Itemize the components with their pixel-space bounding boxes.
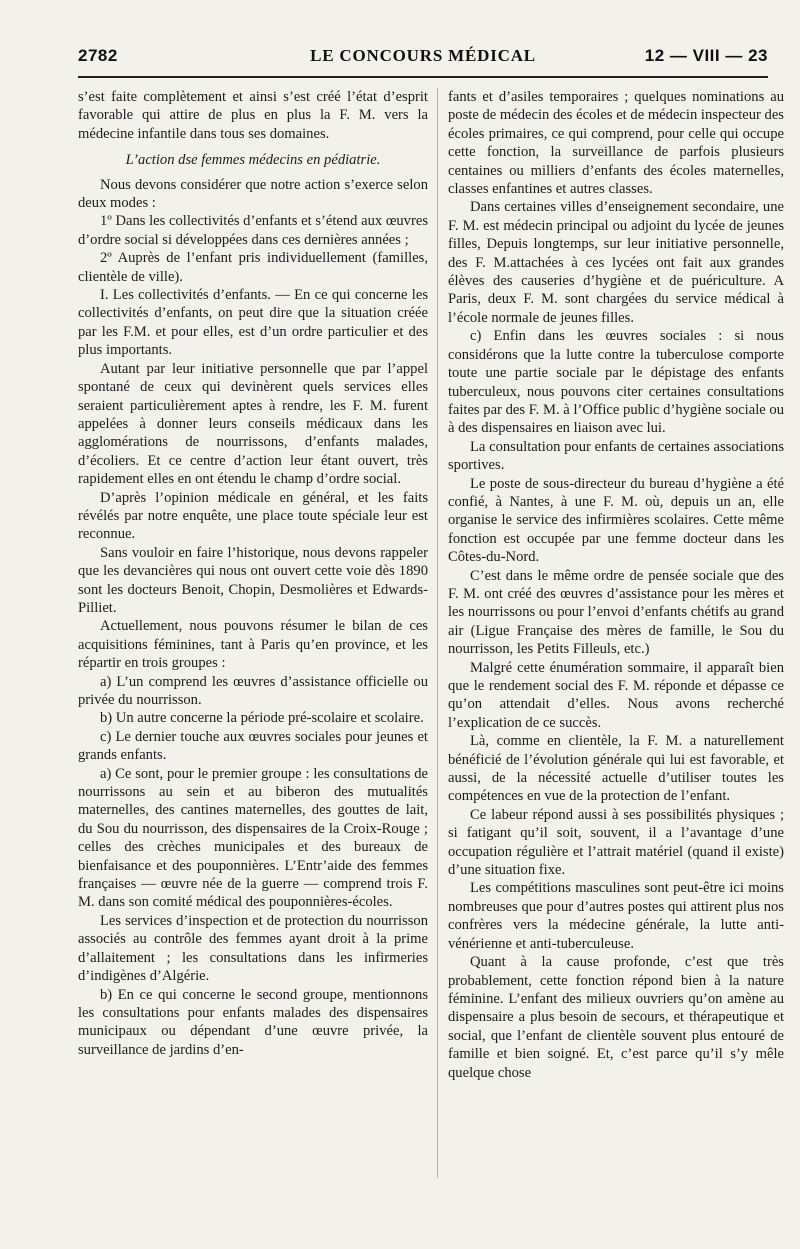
page-number: 2782 <box>78 46 118 65</box>
header-rule <box>78 76 768 78</box>
paragraph: Dans certaines villes d’enseignement secondaire, une F. M. est médecin principal ou adjoint du lycée de jeunes filles, Depuis longtemps, sur leur initiative personnelle, des F. M.attachées à ces lycées ont fait aux grandes élèves des causeries d’hygiène et de puériculture. A Paris, deux F. M. sont chargées du service médical à l’école normale de jeunes filles. <box>448 199 784 326</box>
paragraph: fants et d’asiles temporaires ; quelques nominations au poste de médecin des écoles et de médecin inspecteur des écoles primaires, ce qui comprend, pour celle qui occupe cette fonction, la surveillance de parfois plusieurs centaines ou milliers d’enfants des écoles maternelles, classes enfantines et autres classes. <box>448 89 784 198</box>
paragraph: b) Un autre concerne la période pré-scolaire et scolaire. <box>100 710 424 727</box>
paragraph: C’est dans le même ordre de pensée sociale que des F. M. ont créé des œuvres d’assistance pour les mères et les nourrissons ou pour l’envoi d’enfants chétifs au grand air (Ligue Française des mères de famille, le Sou du nourrisson, les Petits Filleuls, etc.) <box>448 567 784 658</box>
paragraph: Malgré cette énumération sommaire, il apparaît bien que le rendement social des F. M. réponde et dépasse ce qu’on attendait d’elles. Nous avons recherché l’explication de ce succès. <box>448 659 784 731</box>
issue-date: 12 — VIII — 23 <box>644 46 768 65</box>
paragraph: c) Enfin dans les œuvres sociales : si nous considérons que la lutte contre la tuberculose comporte toute une partie sociale par le dépistage des enfants tuberculeux, nous pouvons citer certaines consultations faites par des F. M. à l’Office public d’hygiène sociale ou à des dispensaires en liaison avec lui. <box>448 328 784 437</box>
paragraph: Le poste de sous-directeur du bureau d’hygiène a été confié, à Nantes, à une F. M. où, depuis un an, elle organise le service des infirmières scolaires. Cette même fonction est occupée par une femme docteur dans les Côtes-du-Nord. <box>448 475 784 566</box>
paragraph: b) En ce qui concerne le second groupe, mentionnons les consultations pour enfants malades des dispensaires municipaux ou dépendant d’une œuvre privée, la surveillance de jardins d’en- <box>78 986 428 1058</box>
paragraph: s’est faite complètement et ainsi s’est créé l’état d’esprit favorable qui attire de plus en plus la F. M. vers la médecine infantile dans tous ses domaines. <box>78 89 428 142</box>
section-subheading: L’action dse femmes médecins en pédiatrie. <box>125 152 381 169</box>
paragraph: La consultation pour enfants de certaines associations sportives. <box>448 438 784 474</box>
paragraph: D’après l’opinion médicale en général, et les faits révélés par notre enquête, une place toute spéciale leur est reconnue. <box>78 489 428 543</box>
paragraph: Sans vouloir en faire l’historique, nous devons rappeler que les devancières qui nous ont ouvert cette voie dès 1890 sont les docteurs Benoit, Chopin, Desmolières et Edwards-Pilliet. <box>78 544 428 616</box>
paragraph: Autant par leur initiative personnelle que par l’appel spontané de ceux qui devinèrent quels services elles seraient particulièrement aptes à rendre, les F. M. furent appelées à donner leurs conseils médicaux dans les agglomérations de nourrissons, d’enfants malades, d’écoliers. Et ce centre d’action leur étant ouvert, très rapidement elles en ont étendu le champ d’ordre social. <box>78 360 428 488</box>
paragraph: a) L’un comprend les œuvres d’assistance officielle ou privée du nourrisson. <box>78 673 428 708</box>
paragraph: 1º Dans les collectivités d’enfants et s’étend aux œuvres d’ordre social si développées dans ces dernières années ; <box>78 213 428 248</box>
paragraph: Les compétitions masculines sont peut-être ici moins nombreuses que pour d’autres postes qui attirent plus nos confrères vers la médecine générale, la lutte anti-vénérienne et anti-tuberculeuse. <box>448 880 784 952</box>
right-column <box>448 88 784 1082</box>
column-divider <box>437 88 438 1178</box>
paragraph: Ce labeur répond aussi à ses possibilités physiques ; si fatigant qu’il soit, souvent, il a l’avantage d’une occupation régulière et l’attrait matériel (quand il existe) d’une situation fixe. <box>448 806 784 879</box>
paragraph: Nous devons considérer que notre action s’exerce selon deux modes : <box>78 176 428 212</box>
paragraph: Les services d’inspection et de protection du nourrisson associés au contrôle des femmes ayant droit à la prime d’allaitement ; les consultations dans les infirmeries d’indigènes d’Algérie. <box>78 912 428 985</box>
paragraph: c) Le dernier touche aux œuvres sociales pour jeunes et grands enfants. <box>78 728 428 764</box>
paragraph: Là, comme en clientèle, la F. M. a naturellement bénéficié de l’évolution générale qui lui est favorable, et aussi, de la nécessité actuelle d’utiliser toutes les compétences en vue de la protection de l’enfant. <box>448 733 784 805</box>
paragraph: a) Ce sont, pour le premier groupe : les consultations de nourrissons au sein et au biberon des mutualités maternelles, des cantines maternelles, des gouttes de lait, du Sou du nourrisson, des dispensaires de la Croix-Rouge ; celles des crèches municipales et des bureaux de bienfaisance et des pouponnières. L’Entr’aide des femmes françaises — œuvre née de la guerre — comprend trois F. M. dans son comité médical des pouponnières-écoles. <box>78 765 428 911</box>
paragraph: 2º Auprès de l’enfant pris individuellement (familles, clientèle de ville). <box>78 250 428 285</box>
journal-title: LE CONCOURS MÉDICAL <box>310 46 536 65</box>
page-header <box>78 44 768 72</box>
paragraph: Actuellement, nous pouvons résumer le bilan de ces acquisitions féminines, tant à Paris qu’en province, et les répartir en trois groupes : <box>78 618 428 672</box>
paragraph: Quant à la cause profonde, c’est que très probablement, cette fonction répond bien à la nature féminine. L’enfant des milieux ouvriers qu’on amène au dispensaire a plus besoin de secours, et thérapeutique et social, que l’enfant de clientèle souvent plus entouré de famille et bien soigné. Et, c’est parce qu’il s’y mêle quelque chose <box>448 954 784 1081</box>
paragraph: I. Les collectivités d’enfants. — En ce qui concerne les collectivités d’enfants, on peut dire que la situation créée par les F.M. et pour elles, est d’un ordre particulier et des plus importants. <box>78 287 428 359</box>
left-column <box>78 88 428 1059</box>
